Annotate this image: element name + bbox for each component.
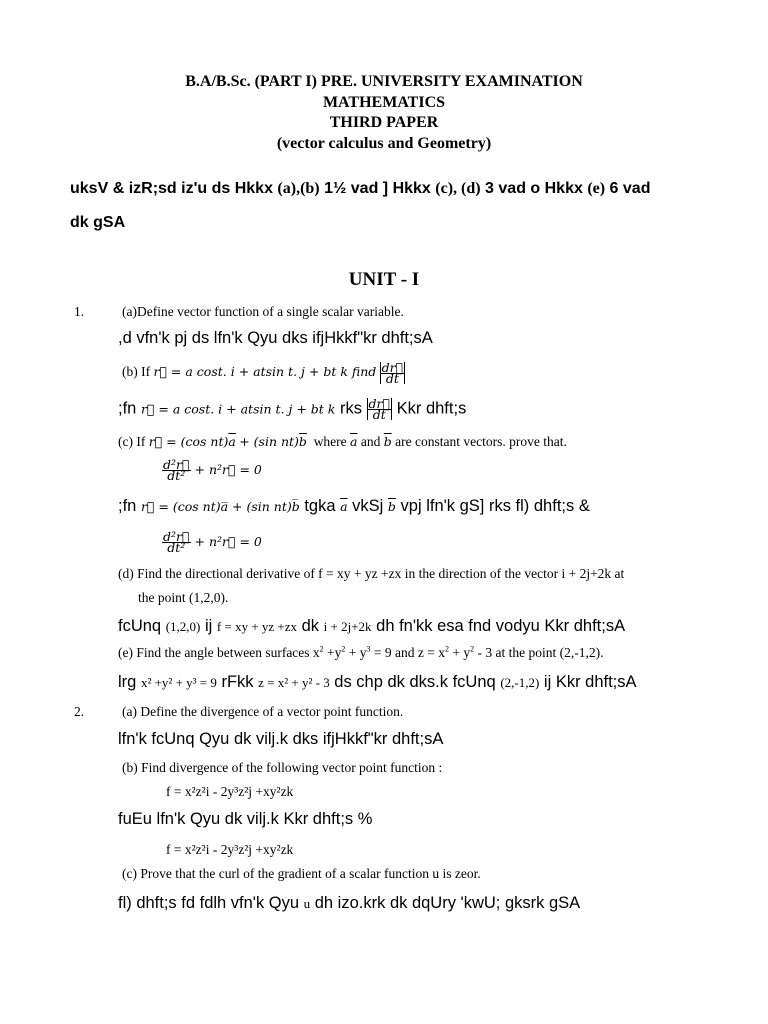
q2a-hindi: lfn'k fcUnq Qyu dk vilj.k dks ifjHkkf"kr dhft;sA xyxy=(118,730,444,748)
q2b-function: f = x²z²i - 2y³z²j +xy²zk xyxy=(166,784,294,799)
instruction-text: 3 vad o Hkkx xyxy=(485,180,583,197)
text: = 9 and z = x xyxy=(370,645,446,660)
q2a-english: (a) Define the divergence of a vector point function. xyxy=(122,704,404,719)
question-number: 2. xyxy=(74,704,85,719)
text: (e) Find the angle between surfaces x xyxy=(118,645,320,660)
q1a-hindi: ,d vfn'k pj ds lfn'k Qyu dks ifjHkkf"kr dhft;sA xyxy=(118,329,433,347)
hindi-text: vpj lfn'k gS] rks fl) dhft;s & xyxy=(400,497,590,515)
q1a-english: (a)Define vector function of a single scalar variable. xyxy=(122,304,404,319)
vector-a: $\overline{a}$ xyxy=(340,499,348,514)
text: and xyxy=(360,434,381,449)
hindi-text: ;fn xyxy=(118,399,137,418)
q1b-expression: r⃗ = a cost. i + atsin t. j + bt k find xyxy=(153,364,377,380)
paper-subtitle: (vector calculus and Geometry) xyxy=(276,135,492,152)
q1c-english xyxy=(118,434,567,450)
vector-value: i + 2j+2k xyxy=(323,619,372,634)
instruction-parts: (c), (d) xyxy=(435,180,481,197)
q1c-expression: r⃗ = (cos nt) xyxy=(148,434,229,449)
vector-a: $\overline{a}$ xyxy=(350,434,358,449)
hindi-text: ;fn xyxy=(118,497,137,515)
instruction-text: uksV & izR;sd iz'u ds Hkkx xyxy=(70,180,273,197)
derivative-fraction: $\frac{dr⃗}{dt}$ xyxy=(381,359,404,386)
surface-2: z = x² + y² - 3 xyxy=(258,675,330,690)
text: - 3 at the point (2,-1,2). xyxy=(474,645,604,660)
abs-bar-right xyxy=(404,362,405,384)
q1e-english: (e) Find the angle between surfaces $x^2 +y^2 + y^3 = 9$ and $z = x^2 + y^2 - 3$ at the point (2,-1,2). xyxy=(118,644,604,660)
q1d-english-1: (d) Find the directional derivative of f = xy + yz +zx in the direction of the vector i + 2j+2k at xyxy=(118,566,625,581)
q1c-label: (c) If xyxy=(118,434,146,449)
point-value: (2,-1,2) xyxy=(500,675,540,690)
text: where xyxy=(313,434,347,449)
paper-title: THIRD PAPER xyxy=(329,114,439,131)
hindi-text: fl) dhft;s fd fdlh vfn'k Qyu xyxy=(118,894,300,912)
q1b-label: (b) If xyxy=(122,364,151,380)
exam-title: B.A/B.Sc. (PART I) PRE. UNIVERSITY EXAMINATION xyxy=(185,73,583,90)
equation-2 xyxy=(162,529,262,555)
q1c-hindi-expression: r⃗ = (cos nt)a̅ + (sin nt)b̅ xyxy=(140,499,300,514)
equation-1 xyxy=(162,457,262,483)
hindi-text: rks xyxy=(339,399,362,418)
hindi-text: dh izo.krk dk dqUry 'kwU; gksrk gSA xyxy=(314,894,581,912)
q1d-english-2: the point (1,2,0). xyxy=(138,590,229,605)
surface-1: x² +y² + y³ = 9 xyxy=(140,675,217,690)
q2b-english: (b) Find divergence of the following vector point function : xyxy=(122,760,443,775)
derivative-fraction: $\frac{dr⃗}{dt}$ xyxy=(368,395,391,422)
unit-title: UNIT - I xyxy=(348,269,420,290)
text: + y xyxy=(345,645,367,660)
hindi-text: lrg xyxy=(118,673,137,691)
subject-title: MATHEMATICS xyxy=(322,94,446,111)
vector-b: $\overline{b}$ xyxy=(298,434,307,449)
equation-rest: + n²r⃗ = 0 xyxy=(194,534,262,550)
instruction-text: 1½ vad ] Hkkx xyxy=(324,180,431,197)
hindi-text: tgka xyxy=(304,497,336,515)
q1b-hindi-expression: r⃗ = a cost. i + atsin t. j + bt k xyxy=(140,401,336,417)
vector-b: $\overline{b}$ xyxy=(387,499,396,514)
hindi-text: rFkk xyxy=(221,673,254,691)
hindi-text: ij Kkr dhft;sA xyxy=(543,673,637,691)
q2b-function-repeat: f = x²z²i - 2y³z²j +xy²zk xyxy=(166,842,294,857)
q2c-english: (c) Prove that the curl of the gradient of a scalar function u is zeor. xyxy=(122,866,481,881)
q1e-hindi xyxy=(118,673,637,692)
q2b-hindi: fuEu lfn'k Qyu dk vilj.k Kkr dhft;s % xyxy=(118,810,373,828)
q1c-hindi xyxy=(118,497,590,516)
equation-rest: + n²r⃗ = 0 xyxy=(194,462,262,478)
instruction-line-1 xyxy=(70,180,650,198)
second-derivative-fraction: $\frac{\text{d²r⃗}}{\text{dt²}}$ xyxy=(163,529,190,555)
text: are constant vectors. prove that. xyxy=(395,434,567,449)
second-derivative-fraction: $\frac{\text{d²r⃗}}{\text{dt²}}$ xyxy=(163,457,190,483)
q1b-hindi xyxy=(118,395,467,422)
instruction-parts: (e) xyxy=(587,180,606,197)
instruction-line-2: dk gSA xyxy=(70,214,126,231)
vector-a: $\overline{a}$ xyxy=(228,434,236,449)
text: +y xyxy=(323,645,342,660)
q1c-expression: + (sin nt) xyxy=(239,434,299,449)
scalar-u: u xyxy=(303,896,311,911)
hindi-text: ds chp dk dks.k fcUnq xyxy=(334,673,496,691)
vector-b: $\overline{b}$ xyxy=(383,434,392,449)
instruction-parts: (a),(b) xyxy=(277,180,320,197)
abs-bar-right xyxy=(391,398,392,420)
q1b-english xyxy=(122,359,405,386)
hindi-text: dk xyxy=(301,617,320,635)
hindi-text: fcUnq xyxy=(118,617,162,635)
function-value: f = xy + yz +zx xyxy=(216,619,298,634)
q1d-hindi xyxy=(118,617,625,636)
hindi-text: Kkr dhft;s xyxy=(396,399,467,418)
q2c-hindi xyxy=(118,894,580,913)
point-value: (1,2,0) xyxy=(165,619,201,634)
hindi-text: ij xyxy=(204,617,213,635)
hindi-text: vkSj xyxy=(352,497,384,515)
text: + y xyxy=(449,645,471,660)
question-number: 1. xyxy=(74,304,85,319)
instruction-text: 6 vad xyxy=(609,180,651,197)
hindi-text: dh fn'kk esa fnd vodyu Kkr dhft;sA xyxy=(376,617,626,635)
